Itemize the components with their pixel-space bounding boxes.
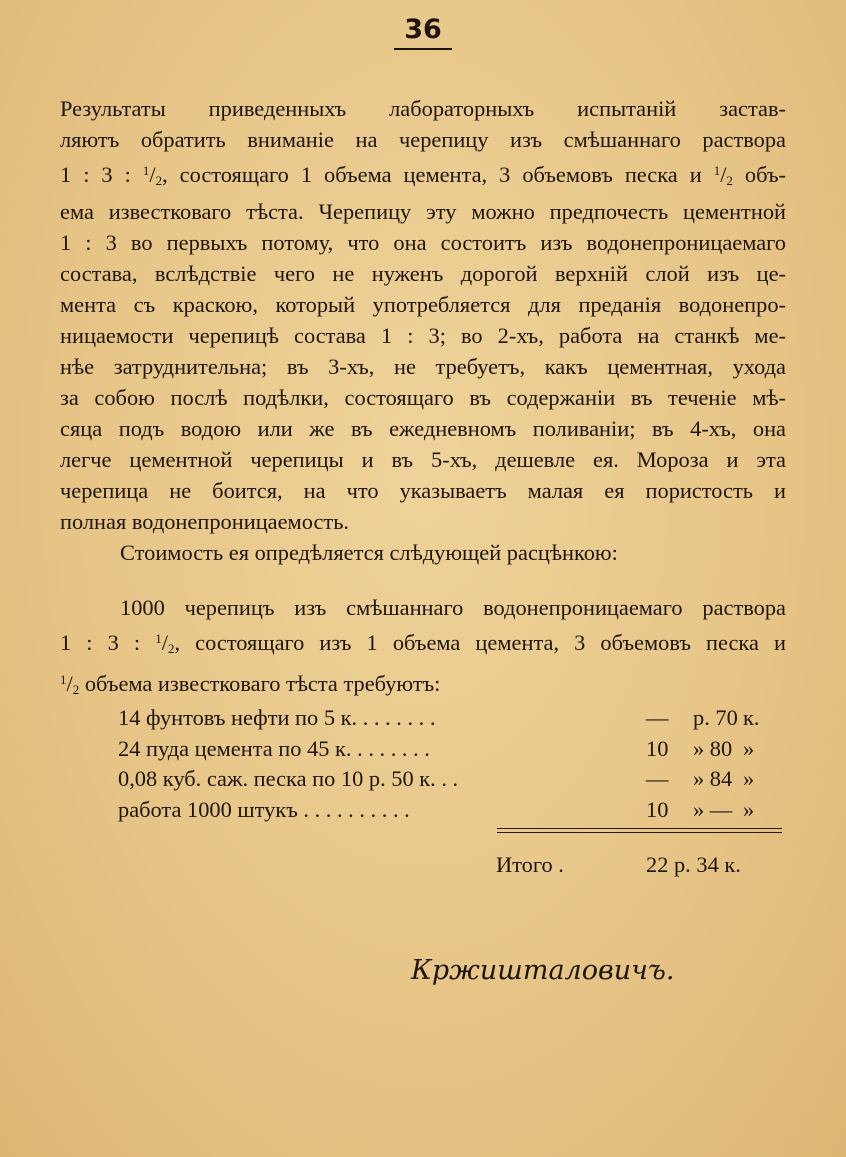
- text-line: сяца подъ водою или же въ ежедневномъ поливаніи; въ 4-хъ, она: [60, 416, 786, 441]
- paragraph-cost-intro: [60, 537, 786, 568]
- text-line: состава, вслѣдствіе чего не нуженъ дорогой верхній слой изъ це-: [60, 261, 786, 286]
- page-number: 36: [0, 14, 846, 50]
- cost-table: [118, 703, 780, 825]
- text-line: ляютъ обратить вниманіе на черепицу изъ смѣшаннаго раствора: [60, 127, 786, 152]
- paragraph-results: [60, 93, 786, 537]
- text-line: черепица не боится, на что указываетъ малая ея пористость и: [60, 478, 786, 503]
- row-kopecks: р. 70: [693, 705, 738, 730]
- text-line: ницаемости черепицѣ состава 1 : 3; во 2-хъ, работа на станкѣ ме-: [60, 323, 786, 348]
- table-row: [118, 703, 780, 734]
- text-line: Стоимость ея опредѣляется слѣдующей расцѣнкою:: [120, 540, 618, 565]
- table-row: [118, 764, 780, 795]
- row-rubles: —: [646, 705, 669, 730]
- text-line: полная водонепроницаемость.: [60, 509, 350, 534]
- text-line: 1 : 3 во первыхъ потому, что она состоитъ изъ водонепроницаемаго: [60, 230, 786, 255]
- total-divider: [497, 828, 782, 833]
- total-label: Итого .: [496, 852, 564, 877]
- paragraph-requirements: [60, 592, 786, 705]
- row-rubles: 10: [646, 735, 669, 761]
- row-kopecks: » 84: [693, 766, 733, 792]
- row-description: работа 1000 штукъ . . . . . . . . . .: [118, 796, 410, 822]
- row-description: 0,08 куб. саж. песка по 10 р. 50 к. . .: [118, 766, 459, 792]
- row-kopecks: » 80: [693, 735, 733, 761]
- text-line: мента съ краскою, который употребляется для преданія водонепро-: [60, 292, 786, 317]
- row-unit: »: [743, 735, 755, 761]
- row-kopecks: » —: [693, 796, 733, 822]
- total-amount: 22 р. 34 к.: [646, 852, 741, 877]
- row-description: 14 фунтовъ нефти по 5 к. . . . . . . .: [118, 705, 436, 730]
- row-rubles: 10: [646, 796, 669, 822]
- text-line: легче цементной черепицы и въ 5-хъ, дешевле ея. Мороза и эта: [60, 447, 786, 472]
- text-line: за собою послѣ подѣлки, состоящаго въ содержаніи въ теченіе мѣ-: [60, 385, 786, 410]
- row-description: 24 пуда цемента по 45 к. . . . . . . .: [118, 735, 430, 761]
- row-unit: »: [743, 766, 755, 792]
- text-line: нѣе затруднительна; въ 3-хъ, не требуетъ, какъ цементная, ухода: [60, 354, 786, 379]
- text-line: 1 : 3 : $^1/_2$, состоящаго 1 объема цемента, 3 объемовъ песка и $^1/_2$ объ-: [60, 162, 786, 188]
- total-row: [118, 852, 780, 883]
- text-line: ема известковаго тѣста. Черепицу эту можно предпочесть цементной: [60, 199, 786, 224]
- row-unit: »: [743, 796, 755, 822]
- text-line: 1 : 3 : $^1/_2$, состоящаго изъ 1 объема цемента, 3 объемовъ песка и: [60, 630, 786, 656]
- text-line: 1000 черепицъ изъ смѣшаннаго водонепроницаемаго раствора: [120, 595, 786, 620]
- row-rubles: —: [646, 766, 669, 792]
- author-signature: Кржишталовичъ.: [411, 955, 675, 986]
- table-row: [118, 795, 780, 826]
- table-row: [118, 734, 780, 765]
- text-line: $^1/_2$ объема известковаго тѣста требуютъ:: [60, 671, 441, 697]
- text-line: Результаты приведенныхъ лабораторныхъ испытаній застав-: [60, 96, 786, 121]
- row-unit: к.: [743, 705, 760, 730]
